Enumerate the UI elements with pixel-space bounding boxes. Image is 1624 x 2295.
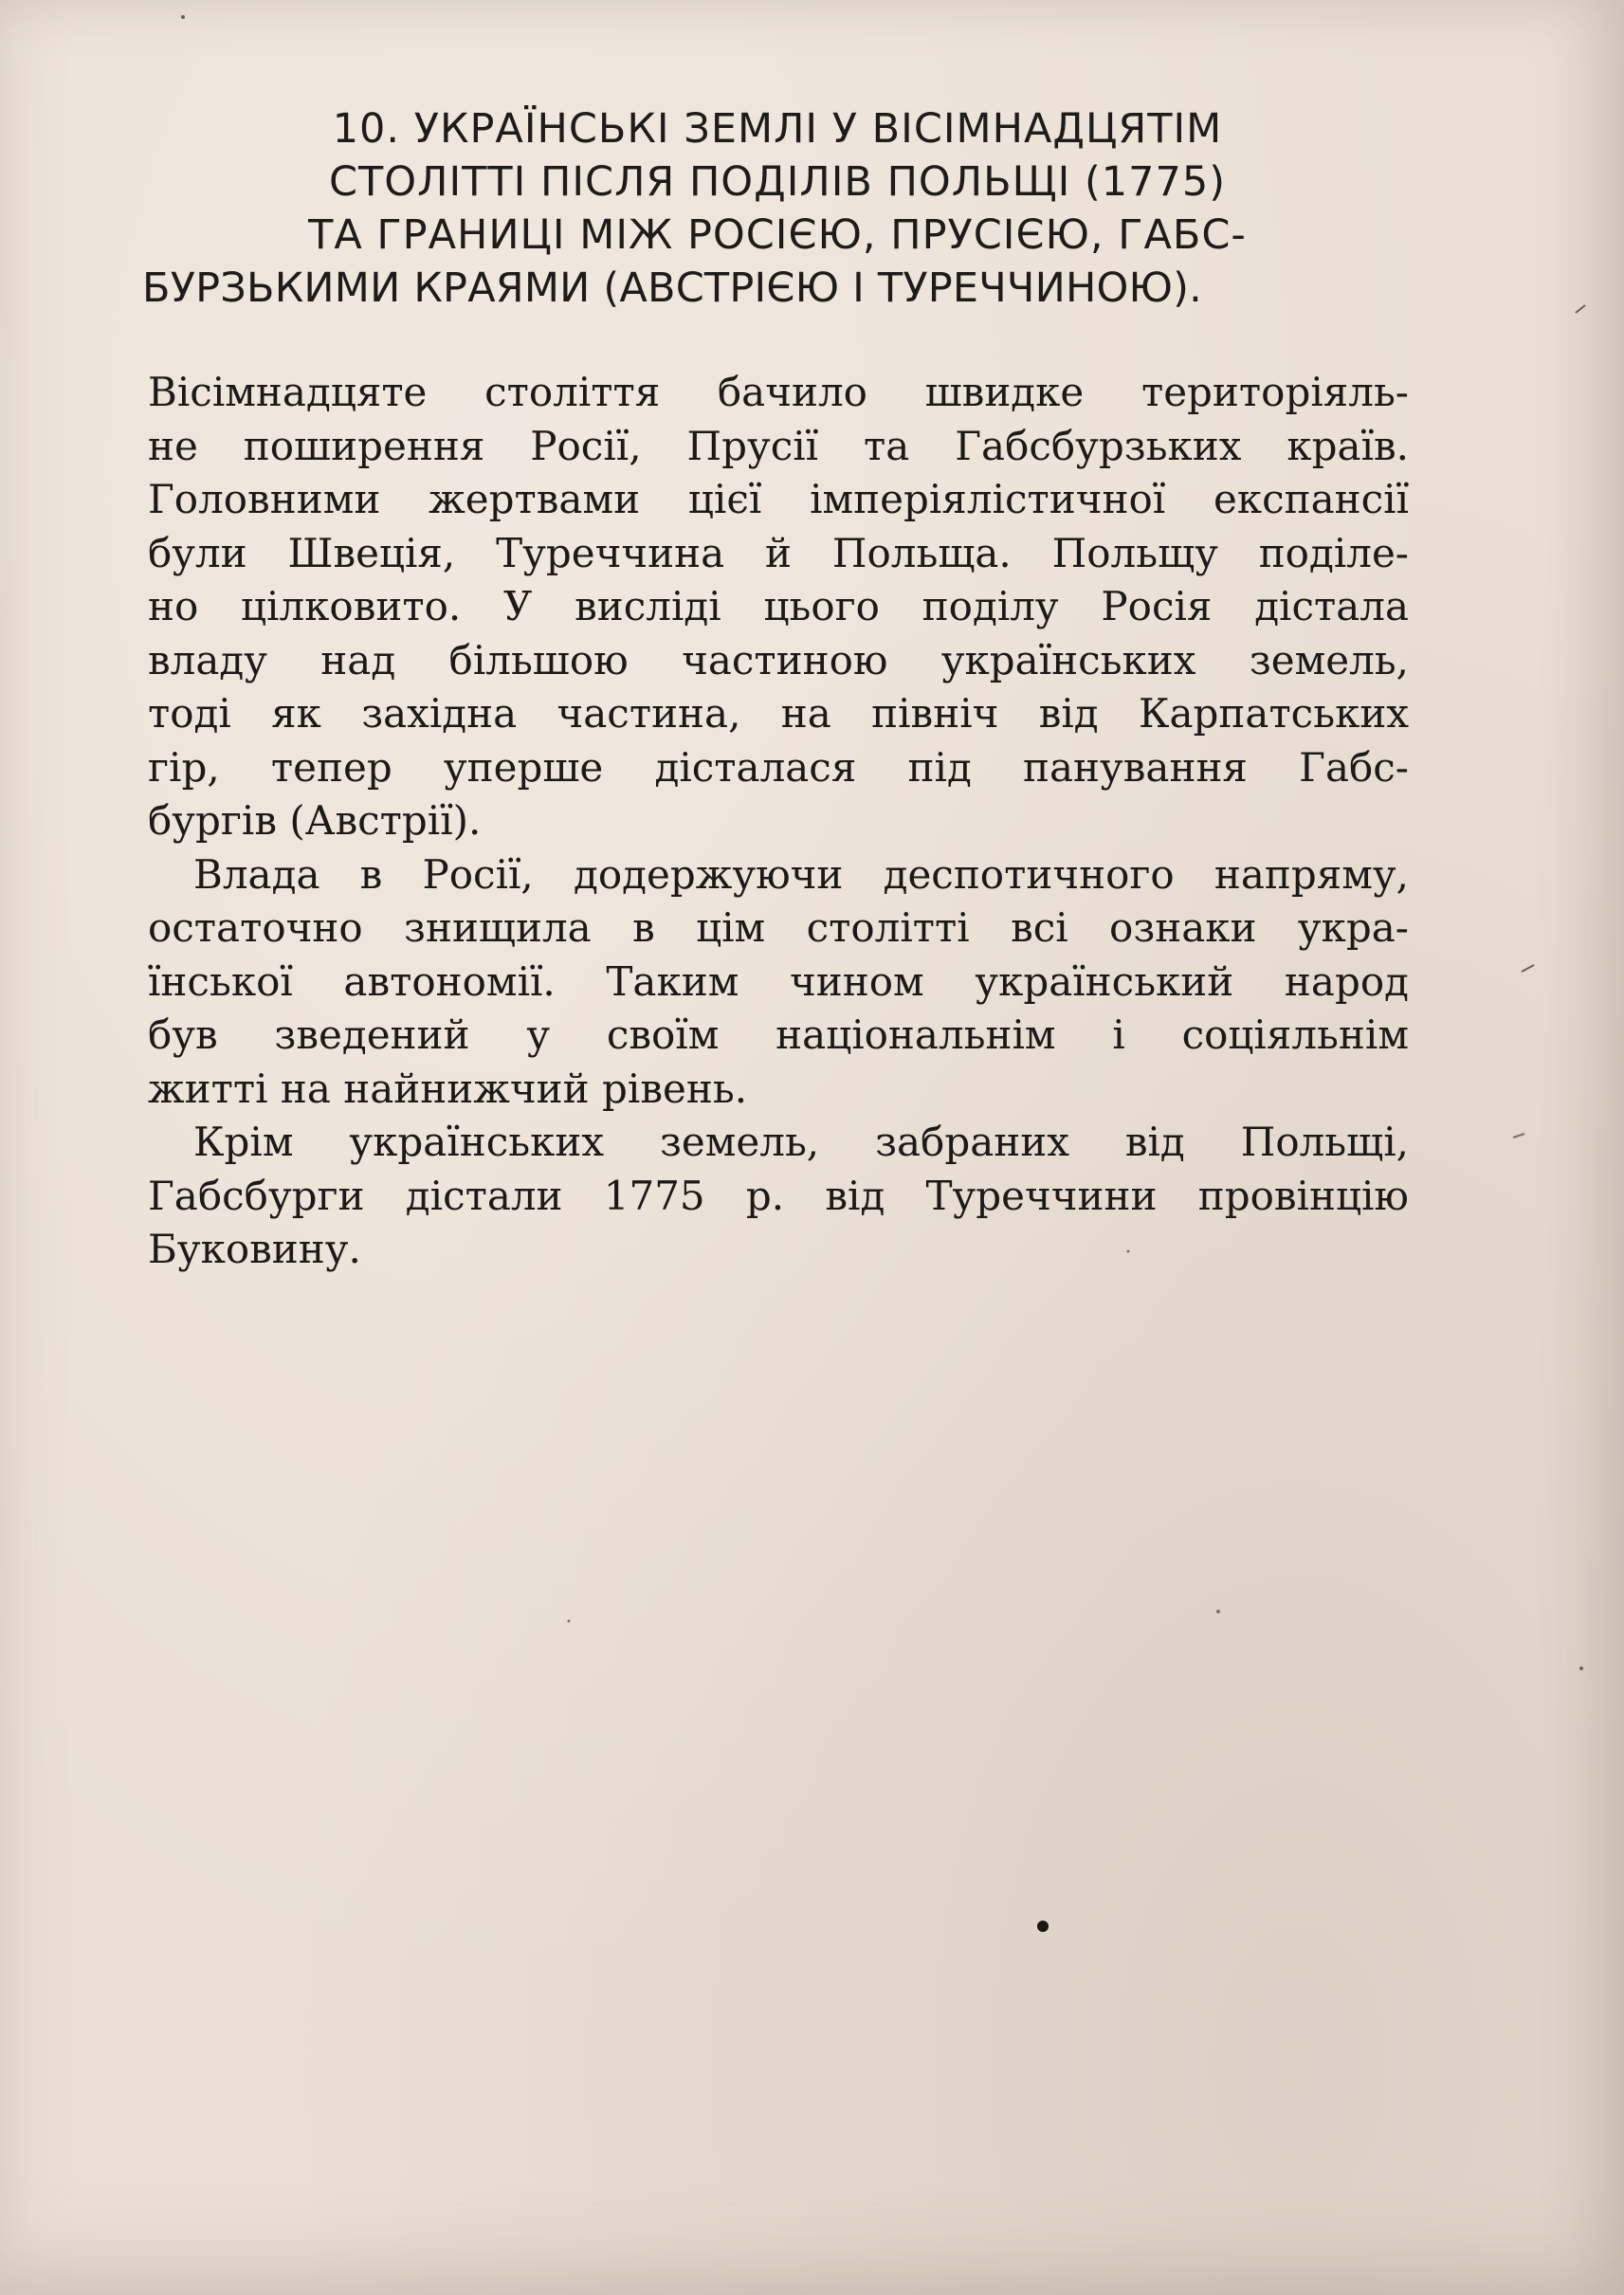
- paper-speck: [1216, 1610, 1220, 1613]
- text-line: Влада в Росії, додержуючи деспотичного напряму,: [193, 850, 1409, 898]
- text-line: Головними жертвами цієї імперіялістичної експансії: [148, 476, 1409, 522]
- heading-line: ТА ГРАНИЦІ МІЖ РОСІЄЮ, ПРУСІЄЮ, ГАБС-: [308, 211, 1247, 259]
- paper-speck: [1579, 1667, 1583, 1670]
- text-line: тоді як західна частина, на північ від Карпатських: [148, 690, 1409, 737]
- heading-line: 10. УКРАЇНСЬКІ ЗЕМЛІ У ВІСІМНАДЦЯТІМ: [332, 105, 1223, 153]
- paper-mark: [1576, 305, 1585, 313]
- text-line: бургів (Австрії).: [148, 797, 482, 844]
- paper-speck: [1127, 1250, 1130, 1253]
- text-line: їнської автономії. Таким чином український народ: [148, 957, 1409, 1005]
- paper-speck: [568, 1620, 571, 1623]
- text-line: житті на найнижчий рівень.: [148, 1065, 748, 1112]
- text-line: Буковину.: [148, 1226, 361, 1272]
- text-line: Вісімнадцяте століття бачило швидке територіяль-: [148, 369, 1409, 415]
- text-line: гір, тепер уперше дісталася під панування Габс-: [148, 743, 1409, 791]
- heading-line: СТОЛІТТІ ПІСЛЯ ПОДІЛІВ ПОЛЬЩІ (1775): [329, 158, 1226, 206]
- text-line: но цілковито. У висліді цього поділу Росія дістала: [148, 583, 1409, 629]
- text-line: були Швеція, Туреччина й Польща. Польщу поділе-: [148, 529, 1409, 576]
- text-line: Крім українських земель, забраних від Польщі,: [193, 1119, 1409, 1165]
- text-line: був зведений у своїм національнім і соціяльнім: [148, 1011, 1409, 1058]
- paper-mark: [1513, 1134, 1524, 1138]
- text-line: Габсбурги дістали 1775 р. від Туреччини провінцію: [148, 1172, 1409, 1219]
- heading-line: БУРЗЬКИМИ КРАЯМИ (АВСТРІЄЮ І ТУРЕЧЧИНОЮ).: [142, 264, 1203, 312]
- paper-speck: [1037, 1921, 1049, 1932]
- paper-mark: [1522, 965, 1534, 972]
- text-line: владу над більшою частиною українських земель,: [148, 636, 1409, 683]
- paper-speck: [181, 15, 185, 19]
- text-line: остаточно знищила в цім столітті всі ознаки укра-: [148, 904, 1409, 951]
- text-line: не поширення Росії, Прусії та Габсбурзьких країв.: [148, 422, 1409, 469]
